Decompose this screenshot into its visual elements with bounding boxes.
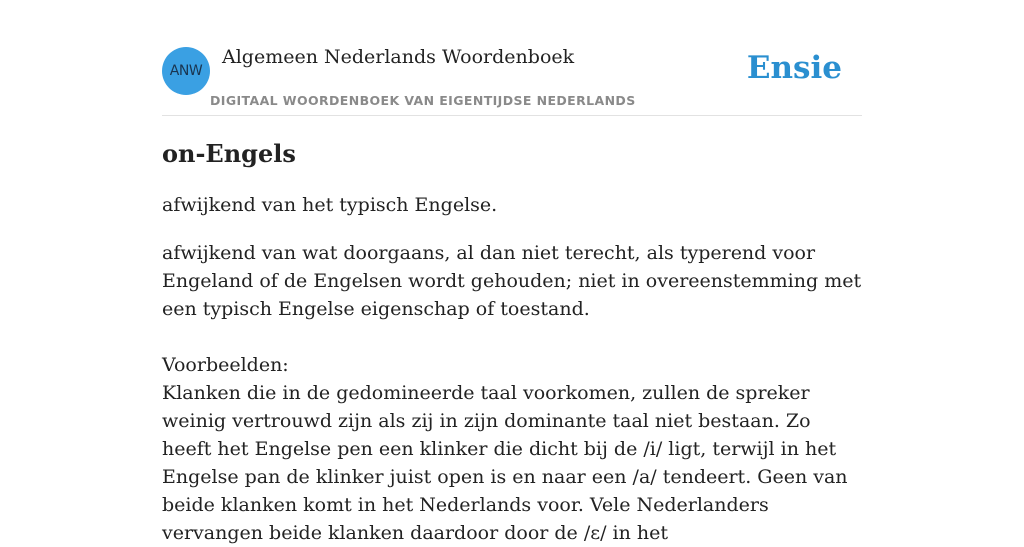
- long-definition-block: [162, 239, 862, 547]
- long-definition: afwijkend van wat doorgaans, al dan niet terecht, als typerend voor Engeland of de Engelsen wordt gehouden; niet in overeenstemming met een typisch Engelse eigenschap of toestand.: [162, 242, 862, 320]
- site-subtitle: DIGITAAL WOORDENBOEK VAN EIGENTIJDSE NEDERLANDS: [210, 93, 636, 108]
- example-text: Klanken die in de gedomineerde taal voorkomen, zullen de spreker weinig vertrouwd zijn als zij in zijn dominante taal niet bestaan. Zo heeft het Engelse pen een klinker die dicht bij de /i/ ligt, terwijl in het Engelse pan de klinker juist open is en naar een /a/ tendeert. Geen van beide klanken komt in het Nederlands voor. Vele Nederlanders vervangen beide klanken daardoor door de /ɛ/ in het: [162, 382, 848, 544]
- examples-label: Voorbeelden:: [162, 354, 289, 376]
- logo-text: ANW: [169, 63, 203, 79]
- anw-logo[interactable]: [162, 47, 210, 95]
- page-container: [162, 0, 862, 544]
- ensie-brand-logo[interactable]: Ensie: [746, 50, 842, 86]
- short-definition: afwijkend van het typisch Engelse.: [162, 194, 498, 216]
- site-header: [162, 0, 862, 116]
- entry-headword: on-Engels: [162, 139, 296, 168]
- site-title[interactable]: Algemeen Nederlands Woordenboek: [222, 46, 575, 68]
